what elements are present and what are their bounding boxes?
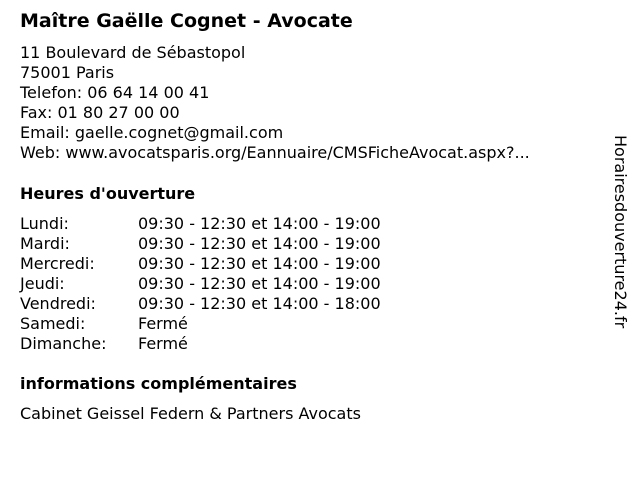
time-value: 09:30 - 12:30 et 14:00 - 19:00 xyxy=(138,214,381,233)
info-text: Cabinet Geissel Federn & Partners Avocats xyxy=(20,404,361,423)
site-watermark: Horairesdouverture24.fr xyxy=(611,135,630,329)
address-street: 11 Boulevard de Sébastopol xyxy=(20,43,246,62)
time-value: Fermé xyxy=(138,314,188,333)
time-value: 09:30 - 12:30 et 14:00 - 19:00 xyxy=(138,274,381,293)
website-url: Web: www.avocatsparis.org/Eannuaire/CMSFicheAvocat.aspx?... xyxy=(20,143,530,162)
day-label: Lundi: xyxy=(20,214,69,233)
phone-number: Telefon: 06 64 14 00 41 xyxy=(20,83,210,102)
time-value: Fermé xyxy=(138,334,188,353)
hours-heading: Heures d'ouverture xyxy=(20,184,196,203)
time-value: 09:30 - 12:30 et 14:00 - 19:00 xyxy=(138,234,381,253)
contact-block xyxy=(20,43,530,163)
info-heading: informations complémentaires xyxy=(20,374,297,393)
email-address: Email: gaelle.cognet@gmail.com xyxy=(20,123,284,142)
day-label: Jeudi: xyxy=(20,274,65,293)
address-city: 75001 Paris xyxy=(20,63,115,82)
day-label: Vendredi: xyxy=(20,294,96,313)
page-title: Maître Gaëlle Cognet - Avocate xyxy=(20,10,353,32)
time-value: 09:30 - 12:30 et 14:00 - 19:00 xyxy=(138,254,381,273)
fax-number: Fax: 01 80 27 00 00 xyxy=(20,103,180,122)
day-label: Samedi: xyxy=(20,314,86,333)
day-label: Mercredi: xyxy=(20,254,95,273)
time-value: 09:30 - 12:30 et 14:00 - 18:00 xyxy=(138,294,381,313)
day-label: Mardi: xyxy=(20,234,70,253)
day-label: Dimanche: xyxy=(20,334,107,353)
